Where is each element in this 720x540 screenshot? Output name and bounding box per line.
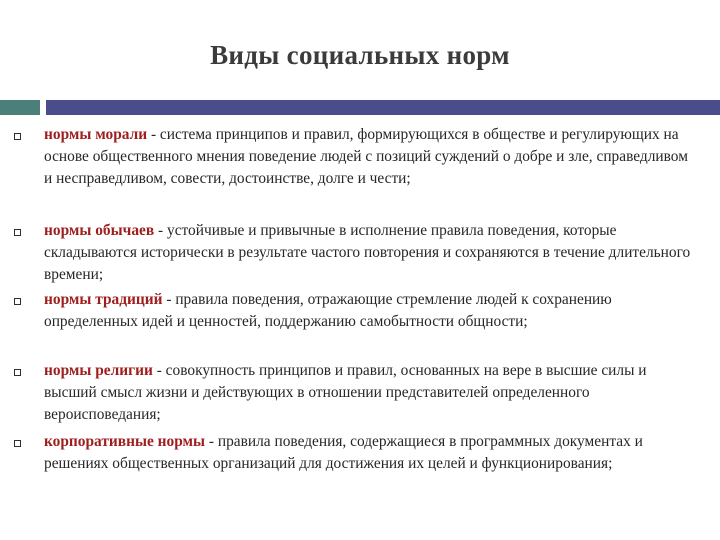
list-item-text — [44, 124, 699, 190]
term-definition: - совокупность принципов и правил, основанных на вере в высшие силы и высший смысл жизни и действующих в отношении представителей определенного вероисповедания; — [44, 362, 647, 423]
square-bullet-icon — [14, 229, 21, 236]
term-label: нормы морали — [44, 126, 148, 143]
list-item-text — [44, 289, 699, 333]
list-item-text — [44, 360, 699, 426]
term-definition: - система принципов и правил, формирующихся в обществе и регулирующих на основе общественного мнения поведение людей с позиций суждений о добре и зле, справедливом и несправедливом, совести, достоинстве, долге и чести; — [44, 126, 688, 187]
slide-title: Виды социальных норм — [210, 40, 510, 70]
list-item-text — [44, 431, 699, 475]
accent-bar-right — [46, 100, 720, 115]
term-definition: - правила поведения, отражающие стремление людей к сохранению определенных идей и ценностей, поддержанию самобытности общности; — [44, 291, 612, 330]
term-label: нормы традиций — [44, 291, 163, 308]
term-label: нормы религии — [44, 362, 153, 379]
list-item-text — [44, 220, 699, 286]
term-definition: - правила поведения, содержащиеся в программных документах и решениях общественных организаций для достижения их целей и функционирования; — [44, 433, 643, 472]
square-bullet-icon — [14, 440, 21, 447]
term-label: корпоративные нормы — [44, 433, 206, 450]
square-bullet-icon — [14, 369, 21, 376]
term-definition: - устойчивые и привычные в исполнение правила поведения, которые складываются исторически в результате частого повторения и сохраняются в течение длительного времени; — [44, 222, 691, 283]
term-label: нормы обычаев — [44, 222, 155, 239]
accent-bar-left — [0, 100, 40, 115]
square-bullet-icon — [14, 133, 21, 140]
square-bullet-icon — [14, 298, 21, 305]
